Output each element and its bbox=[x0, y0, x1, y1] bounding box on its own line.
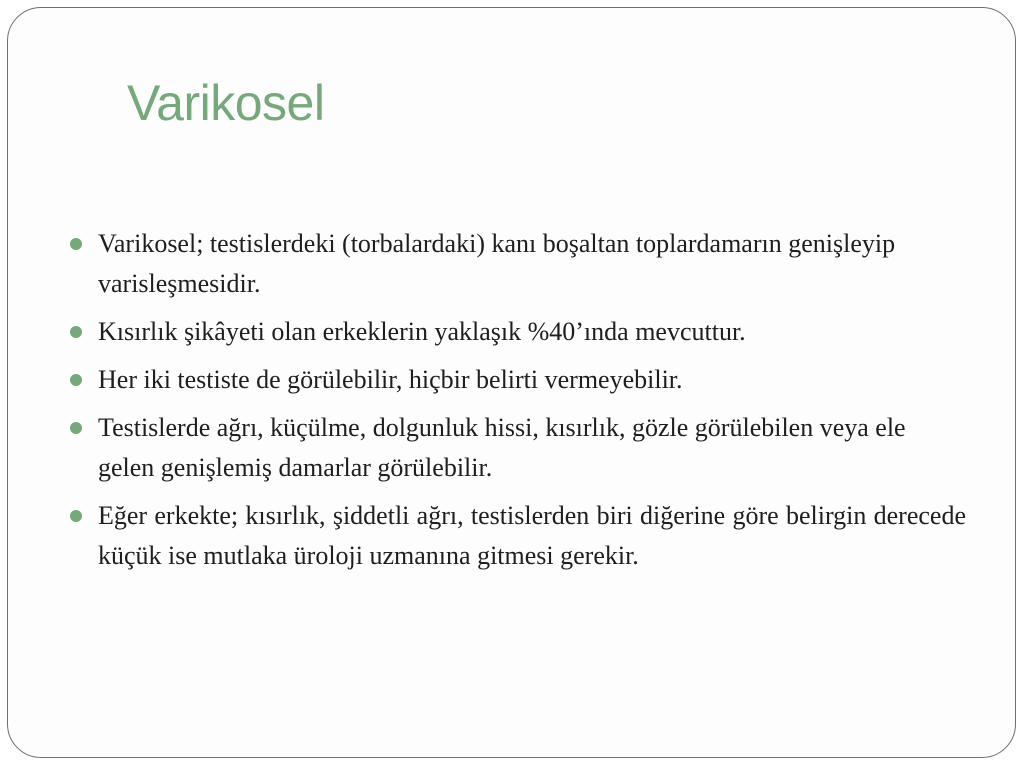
bullet-text: Testislerde ağrı, küçülme, dolgunluk hissi, kısırlık, gözle görülebilen veya ele gelen genişlemiş damarlar görülebilir. bbox=[98, 413, 906, 482]
bullet-text: Eğer erkekte; kısırlık, şiddetli ağrı, testislerden biri diğerine göre belirgin derecede küçük ise mutlaka üroloji uzmanına gitmesi gerekir. bbox=[98, 501, 966, 570]
bullet-dot-icon bbox=[70, 422, 82, 434]
bullet-list bbox=[98, 224, 966, 584]
slide-title: Varikosel bbox=[127, 75, 325, 131]
bullet-text: Her iki testiste de görülebilir, hiçbir belirti vermeyebilir. bbox=[98, 365, 683, 394]
bullet-dot-icon bbox=[70, 374, 82, 386]
bullet-item-symptoms bbox=[98, 408, 966, 488]
bullet-dot-icon bbox=[70, 510, 82, 522]
bullet-item-definition bbox=[98, 224, 966, 304]
bullet-text: Kısırlık şikâyeti olan erkeklerin yaklaşık %40’ında mevcuttur. bbox=[98, 317, 746, 346]
bullet-text: Varikosel; testislerdeki (torbalardaki) kanı boşaltan toplardamarın genişleyip varisleşmesidir. bbox=[98, 229, 896, 298]
bullet-dot-icon bbox=[70, 326, 82, 338]
bullet-item-symptoms-absent bbox=[98, 360, 966, 400]
bullet-item-prevalence bbox=[98, 312, 966, 352]
bullet-dot-icon bbox=[70, 238, 82, 250]
bullet-item-urology-referral bbox=[98, 496, 966, 576]
slide-frame bbox=[7, 7, 1016, 758]
